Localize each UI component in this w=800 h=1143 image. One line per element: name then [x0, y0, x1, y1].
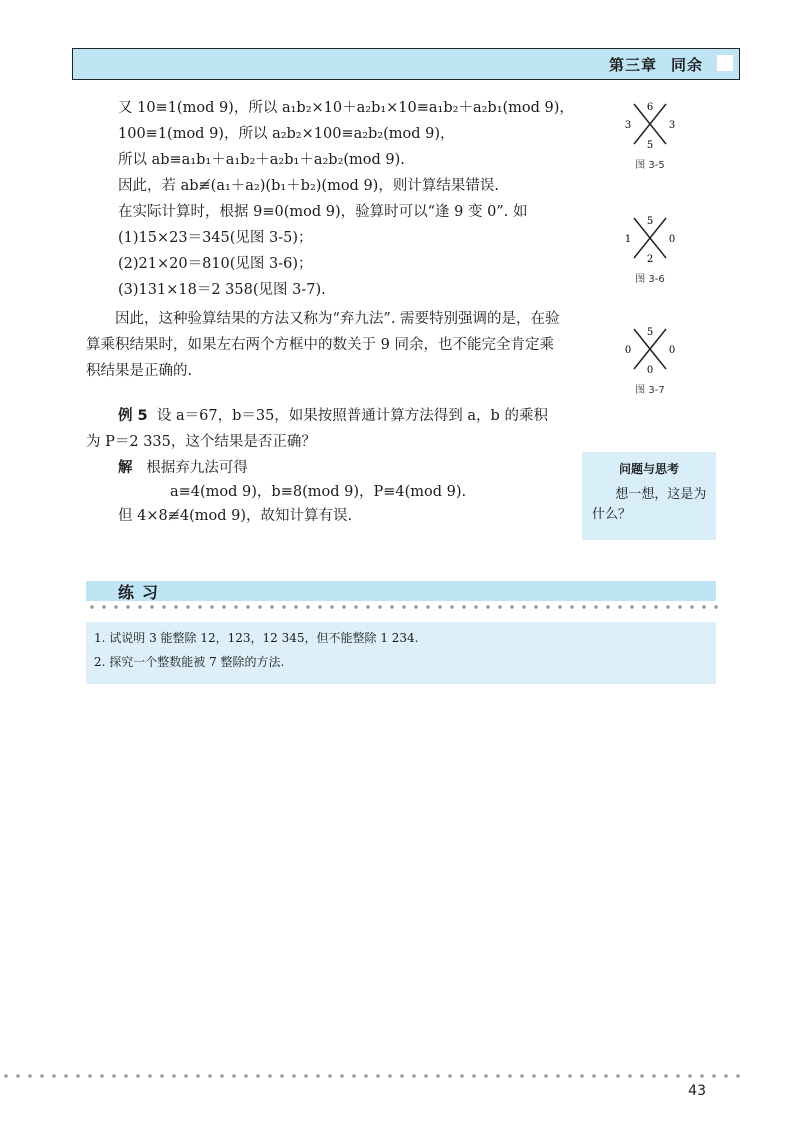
- example-label: 例 5: [118, 408, 148, 424]
- example-line-1: [118, 406, 548, 426]
- cross-diagram: [620, 214, 680, 266]
- cross-diagram: [620, 100, 680, 152]
- body-line-5: 在实际计算时，根据 9≡0(mod 9)，验算时可以“逢 9 变 0”. 如: [118, 204, 528, 220]
- example-text-1: 设 a＝67，b＝35，如果按照普通计算方法得到 a，b 的乘积: [156, 408, 548, 424]
- exercise-box: [86, 622, 716, 684]
- body-line-2: 100≡1(mod 9)，所以 a₂b₂×100≡a₂b₂(mod 9)，: [118, 126, 455, 142]
- solution-line: [118, 458, 248, 478]
- figure-right-digit: 0: [668, 345, 676, 356]
- body-line-1: 又 10≡1(mod 9)，所以 a₁b₂×10＋a₂b₁×10≡a₁b₂＋a₂b₁(mod 9)，: [118, 100, 574, 116]
- question-and-think-box: [582, 452, 716, 540]
- figure-3-7: [620, 325, 680, 396]
- figure-top-digit: 6: [646, 102, 654, 113]
- solution-label: 解: [118, 460, 133, 476]
- exercise-header-bar: [86, 581, 716, 601]
- congruence-line: a≡4(mod 9)，b≡8(mod 9)，P≡4(mod 9).: [170, 484, 467, 500]
- dotted-divider: [86, 604, 718, 610]
- think-box-text: 想一想，这是为什么？: [592, 487, 707, 522]
- page-number: 43: [688, 1083, 706, 1099]
- header-square-decoration: [717, 55, 733, 71]
- conclusion-line: 但 4×8≢4(mod 9)，故知计算有误.: [118, 508, 353, 524]
- figure-top-digit: 5: [646, 327, 654, 338]
- example-line-2: 为 P＝2 335，这个结果是否正确？: [86, 434, 316, 450]
- figure-bottom-digit: 5: [646, 140, 654, 151]
- figure-bottom-digit: 2: [646, 254, 654, 265]
- figure-caption: 图 3-5: [635, 160, 665, 171]
- chapter-label: 第三章: [608, 56, 657, 74]
- figure-top-digit: 5: [646, 216, 654, 227]
- exercise-item-1: 1. 试说明 3 能整除 12，123，12 345，但不能整除 1 234.: [94, 631, 419, 645]
- cross-diagram: [620, 325, 680, 377]
- body-line-6: (1)15×23＝345(见图 3-5)；: [118, 230, 313, 246]
- body-line-7: (2)21×20＝810(见图 3-6)；: [118, 256, 313, 272]
- section-label: 同余: [670, 56, 703, 74]
- figure-3-6: [620, 214, 680, 285]
- figure-caption: 图 3-7: [635, 385, 665, 396]
- chapter-header-bar: [72, 48, 740, 80]
- body-line-8: (3)131×18＝2 358(见图 3-7).: [118, 282, 326, 298]
- figure-3-5: [620, 100, 680, 171]
- figure-right-digit: 0: [668, 234, 676, 245]
- figure-left-digit: 3: [624, 120, 632, 131]
- figure-bottom-digit: 0: [646, 365, 654, 376]
- body-paragraph: 因此，这种验算结果的方法又称为“弃九法”. 需要特别强调的是，在验算乘积结果时，如果左右两个方框中的数关于 9 同余，也不能完全肯定乘积结果是正确的.: [86, 311, 560, 379]
- exercise-item-2: 2. 探究一个整数能被 7 整除的方法.: [94, 655, 285, 669]
- footer-dotted-line: [0, 1073, 748, 1079]
- figure-left-digit: 1: [624, 234, 632, 245]
- solution-text: 根据弃九法可得: [146, 460, 248, 476]
- think-box-title: 问题与思考: [618, 462, 679, 476]
- figure-right-digit: 3: [668, 120, 676, 131]
- chapter-title: [609, 54, 703, 75]
- figure-caption: 图 3-6: [635, 274, 665, 285]
- body-line-3: 所以 ab≡a₁b₁＋a₁b₂＋a₂b₁＋a₂b₂(mod 9).: [118, 152, 405, 168]
- body-line-4: 因此，若 ab≢(a₁＋a₂)(b₁＋b₂)(mod 9)，则计算结果错误.: [118, 178, 499, 194]
- exercise-title: 练习: [118, 583, 167, 602]
- figure-left-digit: 0: [624, 345, 632, 356]
